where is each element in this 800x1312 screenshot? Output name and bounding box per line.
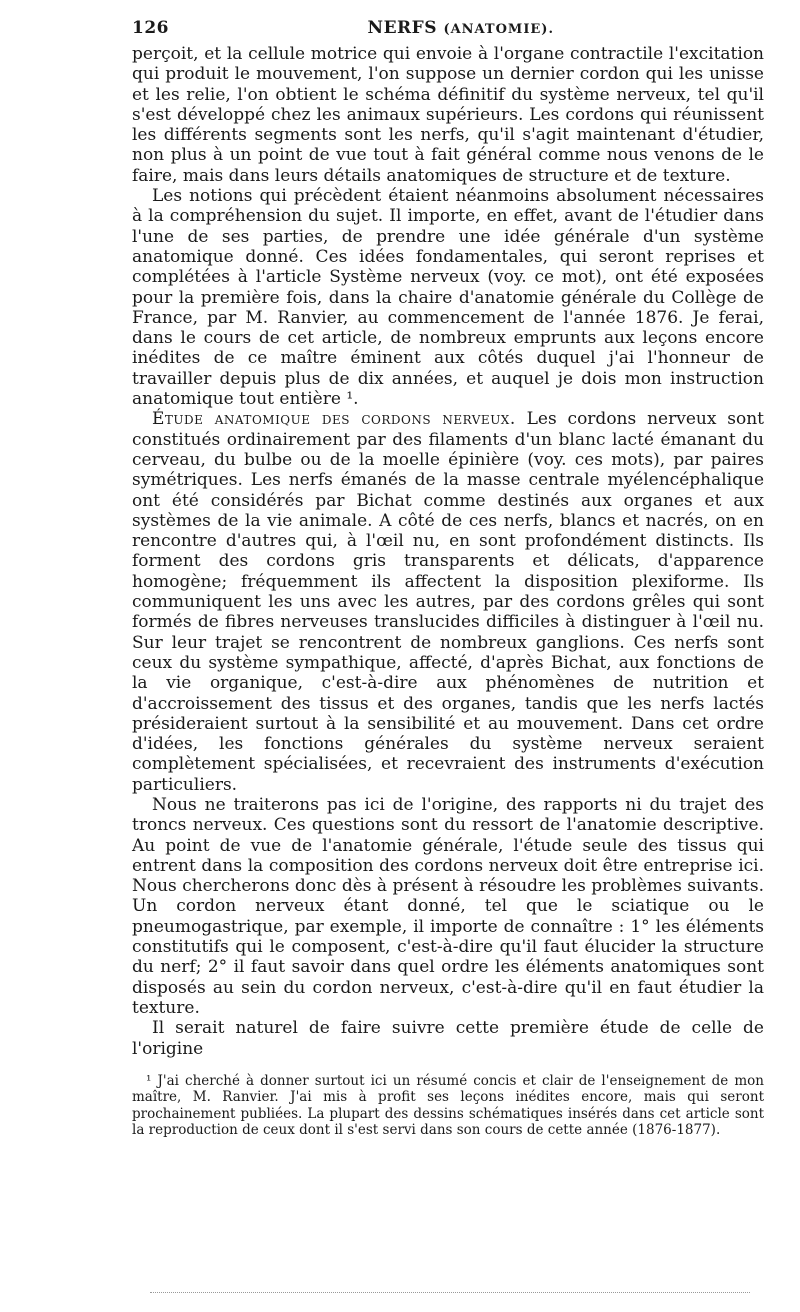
running-title-sub: (ANATOMIE). xyxy=(443,22,554,37)
page-number: 126 xyxy=(132,18,169,38)
running-title-main: NERFS xyxy=(367,18,438,38)
footnotes xyxy=(132,1073,764,1139)
section-heading: Étude anatomique des cordons nerveux. xyxy=(152,409,516,430)
running-title xyxy=(368,18,554,38)
footnote: ¹ J'ai cherché à donner surtout ici un résumé concis et clair de l'enseignement de mon maître, M. Ranvier. J'ai mis à profit ses leçons inédites encore, mais qui seront prochainement publiées. La plupart des dessins schématiques insérés dans cet article sont la reproduction de ceux dont il s'est servi dans son cours de cette année (1876-1877). xyxy=(132,1072,764,1139)
body-text xyxy=(132,44,764,1059)
running-header xyxy=(132,18,764,38)
paragraph-text: Les cordons nerveux sont constitués ordinairement par des filaments d'un blanc lacté émanant du cerveau, du bulbe ou de la moelle épinière (voy. ces mots), par paires symétriques. Les nerfs émanés de la masse centrale myélencéphalique ont été considérés par Bichat comme destinés aux organes et aux systèmes de la vie animale. A côté de ces nerfs, blancs et nacrés, on en rencontre d'autres qui, à l'œil nu, en sont profondément distincts. Ils forment des cordons gris transparents et délicats, d'apparence homogène; fréquemment ils affectent la disposition plexiforme. Ils communiquent les uns avec les autres, par des cordons grêles qui sont formés de fibres nerveuses translucides difficiles à distinguer à l'œil nu. Sur leur trajet se rencontrent de nombreux ganglions. Ces nerfs sont ceux du système sympathique, affecté, d'après Bichat, aux fonctions de la vie organique, c'est-à-dire aux phénomènes de nutrition et d'accroissement des tissus et des organes, tandis que les nerfs lactés présideraient surtout à la sensibilité et au mouvement. Dans cet ordre d'idées, les fonctions générales du système nerveux seraient complètement spécialisées, et recevraient des instruments d'exécution particuliers. xyxy=(132,409,764,795)
paragraph: perçoit, et la cellule motrice qui envoie à l'organe contractile l'excitation qui produit le mouvement, l'on suppose un dernier cordon qui les unisse et les relie, l'on obtient le schéma définitif du système nerveux, tel qu'il s'est développé chez les animaux supérieurs. Les cordons qui réunissent les différents segments sont les nerfs, qu'il s'agit maintenant d'étudier, non plus à un point de vue tout à fait général comme nous venons de le faire, mais dans leurs détails anatomiques de structure et de texture. xyxy=(132,44,764,186)
paragraph xyxy=(132,409,764,795)
paragraph: Les notions qui précèdent étaient néanmoins absolument nécessaires à la compréhension du sujet. Il importe, en effet, avant de l'étudier dans l'une de ses parties, de prendre une idée générale d'un système anatomique donné. Ces idées fondamentales, qui seront reprises et complétées à l'article Système nerveux (voy. ce mot), ont été exposées pour la première fois, dans la chaire d'anatomie générale du Collège de France, par M. Ranvier, au commencement de l'année 1876. Je ferai, dans le cours de cet article, de nombreux emprunts aux leçons encore inédites de ce maître éminent aux côtés duquel j'ai l'honneur de travailler depuis plus de dix années, et auquel je dois mon instruction anatomique tout entière ¹. xyxy=(132,186,764,410)
paragraph: Il serait naturel de faire suivre cette première étude de celle de l'origine xyxy=(132,1018,764,1059)
paragraph: Nous ne traiterons pas ici de l'origine, des rapports ni du trajet des troncs nerveux. Ces questions sont du ressort de l'anatomie descriptive. Au point de vue de l'anatomie générale, l'étude seule des tissus qui entrent dans la composition des cordons nerveux doit être entreprise ici. Nous chercherons donc dès à présent à résoudre les problèmes suivants. Un cordon nerveux étant donné, tel que le sciatique ou le pneumogastrique, par exemple, il importe de connaître : 1° les éléments constitutifs qui le composent, c'est-à-dire qu'il faut élucider la structure du nerf; 2° il faut savoir dans quel ordre les éléments anatomiques sont disposés au sein du cordon nerveux, c'est-à-dire qu'il en faut étudier la texture. xyxy=(132,794,764,1018)
bottom-rule xyxy=(150,1292,750,1293)
